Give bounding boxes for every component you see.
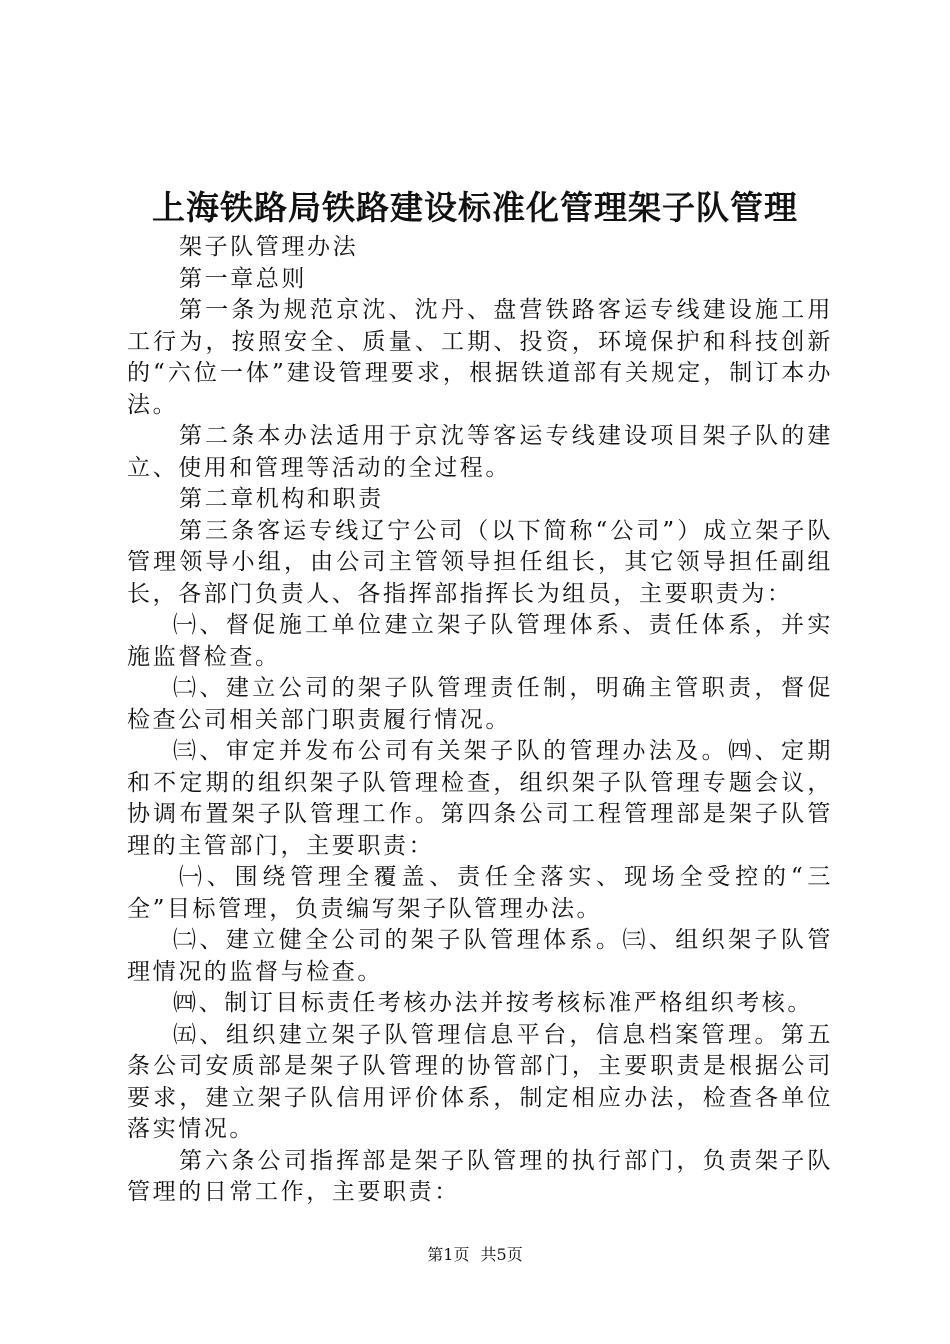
paragraph-article-6: 第六条公司指挥部是架子队管理的执行部门，负责架子队管理的日常工作，主要职责： — [127, 1147, 833, 1205]
paragraph-chapter-1: 第一章总则 — [179, 265, 307, 292]
paragraph-item: ㈣、制订目标责任考核办法并按考核标准严格组织考核。 — [173, 990, 813, 1016]
paragraph-item: ㈠、围绕管理全覆盖、责任全落实、现场全受控的“三全”目标管理，负责编写架子队管理办法。 — [127, 864, 833, 922]
page-number: 第1页 — [427, 1245, 470, 1264]
paragraph-article-3: 第三条客运专线辽宁公司（以下简称“公司”）成立架子队管理领导小组，由公司主管领导担任组长，其它领导担任副组长，各部门负责人、各指挥部指挥长为组员，主要职责为： — [127, 517, 833, 607]
paragraph-article-2: 第二条本办法适用于京沈等客运专线建设项目架子队的建立、使用和管理等活动的全过程。 — [127, 423, 833, 481]
document-body — [127, 232, 833, 1209]
paragraph-item: ㈡、建立健全公司的架子队管理体系。㈢、组织架子队管理情况的监督与检查。 — [127, 927, 833, 985]
paragraph-item: ㈠、督促施工单位建立架子队管理体系、责任体系，并实施监督检查。 — [127, 612, 833, 670]
paragraph-subtitle: 架子队管理办法 — [179, 234, 359, 260]
paragraph-article-1: 第一条为规范京沈、沈丹、盘营铁路客运专线建设施工用工行为，按照安全、质量、工期、投资，环境保护和科技创新的“六位一体”建设管理要求，根据铁道部有关规定，制订本办法。 — [127, 297, 833, 418]
paragraph-item: ㈤、组织建立架子队管理信息平台，信息档案管理。第五条公司安质部是架子队管理的协管部门，主要职责是根据公司要求，建立架子队信用评价体系，制定相应办法，检查各单位落实情况。 — [127, 1021, 833, 1142]
paragraph-item: ㈢、审定并发布公司有关架子队的管理办法及。㈣、定期和不定期的组织架子队管理检查，组织架子队管理专题会议，协调布置架子队管理工作。第四条公司工程管理部是架子队管理的主管部门，主要职责： — [127, 738, 833, 859]
page-footer — [0, 1243, 950, 1267]
page-total: 共5页 — [480, 1245, 523, 1264]
document-title: 上海铁路局铁路建设标准化管理架子队管理 — [152, 188, 798, 227]
paragraph-item: ㈡、建立公司的架子队管理责任制，明确主管职责，督促检查公司相关部门职责履行情况。 — [127, 675, 833, 733]
paragraph-chapter-2: 第二章机构和职责 — [179, 486, 384, 512]
